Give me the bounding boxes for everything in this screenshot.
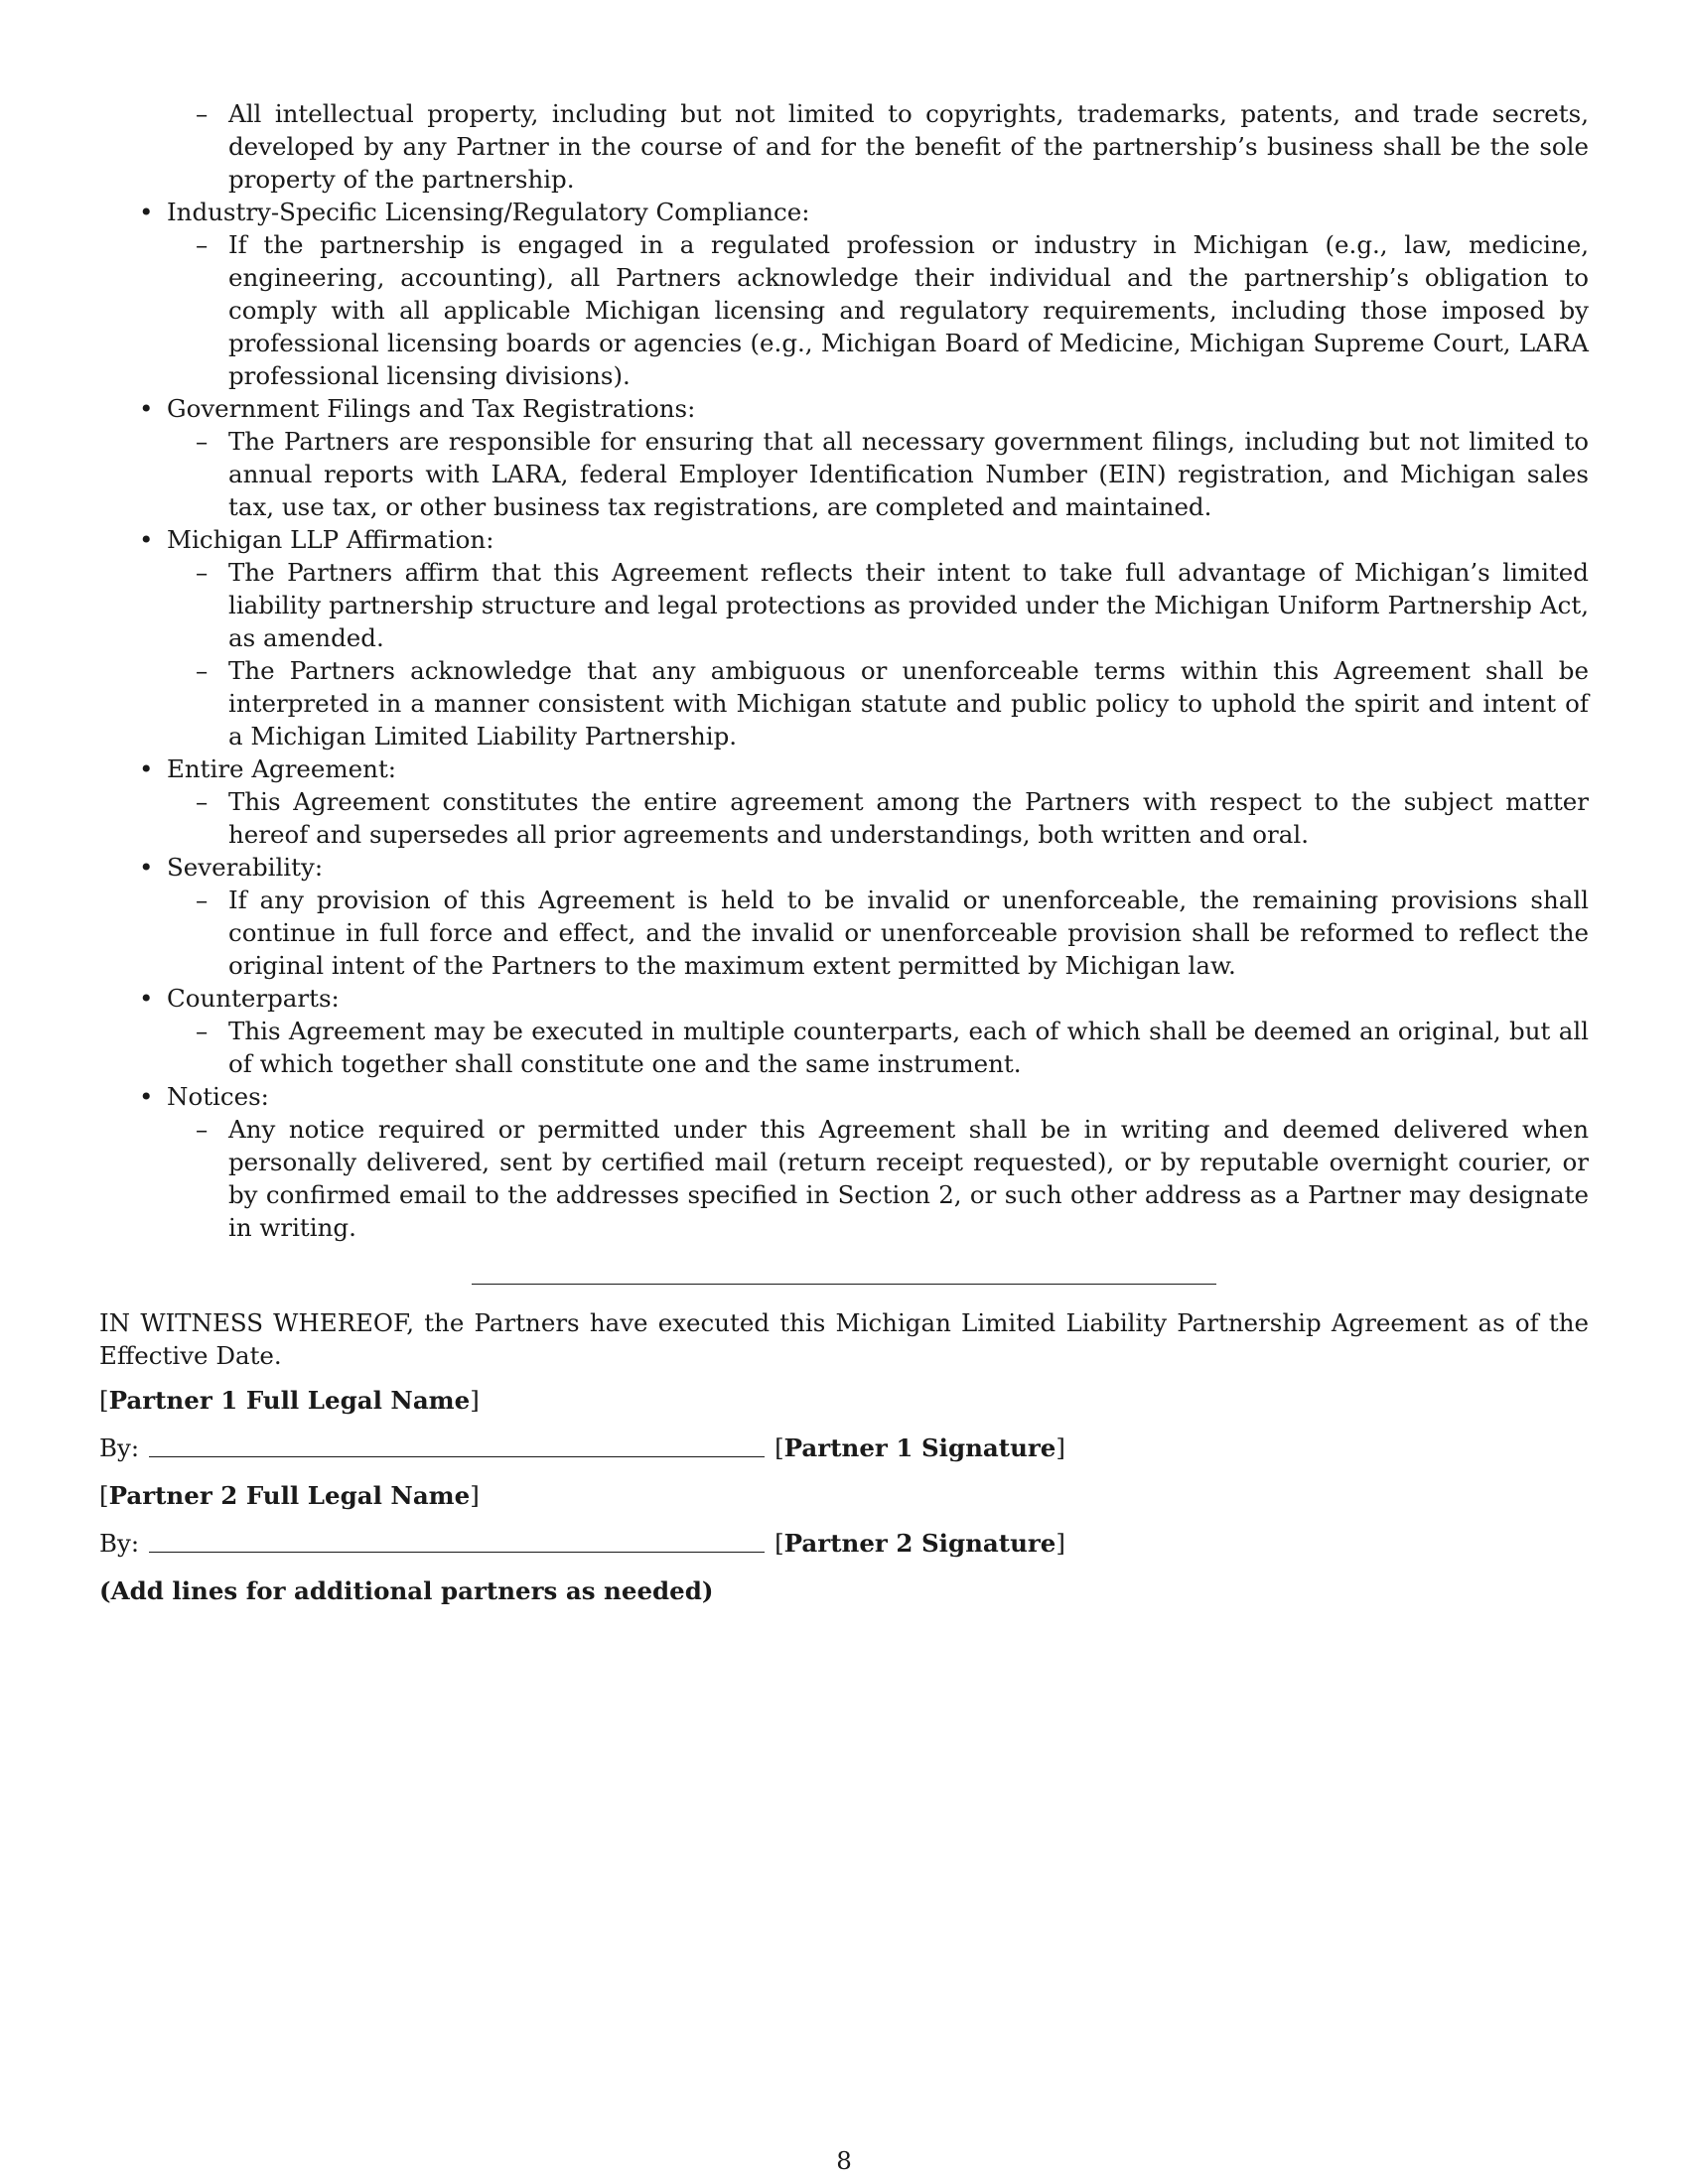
list-sub-item [99, 97, 1589, 196]
dash-marker: – [196, 558, 209, 587]
list-item [99, 752, 1589, 785]
bullet-marker: • [139, 394, 154, 423]
section-title: Severability: [167, 853, 324, 882]
dash-marker: – [196, 1017, 209, 1045]
bullet-marker: • [139, 198, 154, 226]
sub-item-text: All intellectual property, including but not limited to copyrights, trademarks, patents, and trade secrets, developed by any Partner in the course of and for the benefit of the partnership’s business shall be the sole property of the partnership. [228, 99, 1589, 194]
signature-label: Partner 1 Signature [783, 1433, 1056, 1462]
signature-label: Partner 2 Signature [783, 1529, 1056, 1558]
bullet-marker: • [139, 853, 154, 882]
witness-clause: IN WITNESS WHEREOF, the Partners have executed this Michigan Limited Liability Partnership Agreement as of the Effective Date. [99, 1308, 1589, 1370]
sub-item-text: If the partnership is engaged in a regulated profession or industry in Michigan (e.g., law, medicine, engineering, accounting), all Partners acknowledge their individual and the partnership’s obligation to comply with all applicable Michigan licensing and regulatory requirements, including those imposed by professional licensing boards or agencies (e.g., Michigan Board of Medicine, Michigan Supreme Court, LARA professional licensing divisions). [228, 230, 1589, 390]
sub-item-text: This Agreement may be executed in multiple counterparts, each of which shall be deemed an original, but all of which together shall constitute one and the same instrument. [228, 1017, 1589, 1078]
list-sub-item [99, 425, 1589, 523]
section-title: Entire Agreement: [167, 754, 397, 783]
list-item [99, 196, 1589, 228]
list-item [99, 1080, 1589, 1113]
list-sub-item [99, 785, 1589, 851]
sub-item-text: If any provision of this Agreement is held to be invalid or unenforceable, the remaining provisions shall continue in full force and effect, and the invalid or unenforceable provision shall be reformed to reflect the original intent of the Partners to the maximum extent permitted by Michigan law. [228, 886, 1589, 980]
by-label: By: [99, 1433, 140, 1462]
dash-marker: – [196, 230, 209, 259]
sub-item-text: The Partners acknowledge that any ambiguous or unenforceable terms within this Agreement shall be interpreted in a manner consistent with Michigan statute and public policy to uphold the spirit and intent of a Michigan Limited Liability Partnership. [228, 656, 1589, 751]
partner-name-label: Partner 1 Full Legal Name [108, 1386, 471, 1415]
bullet-marker: • [139, 525, 154, 554]
document-page [99, 97, 1589, 1607]
sub-item-text: Any notice required or permitted under this Agreement shall be in writing and deemed delivered when personally delivered, sent by certified mail (return receipt requested), or by reputable overnight courier, or by confirmed email to the addresses specified in Section 2, or such other address as a Partner may designate in writing. [228, 1115, 1589, 1242]
dash-marker: – [196, 427, 209, 456]
partner-name-label: Partner 2 Full Legal Name [108, 1481, 471, 1510]
intro-items [99, 97, 1589, 196]
by-label: By: [99, 1529, 140, 1558]
partner-name-field: [Partner 2 Full Legal Name] [99, 1481, 480, 1510]
section-title: Industry-Specific Licensing/Regulatory Compliance: [167, 198, 810, 226]
section-title: Michigan LLP Affirmation: [167, 525, 494, 554]
bullet-marker: • [139, 984, 154, 1013]
page-number: 8 [836, 2146, 852, 2175]
signature-placeholder: [Partner 1 Signature] [774, 1433, 1065, 1462]
list-item [99, 982, 1589, 1015]
signature-blank [149, 1436, 765, 1457]
signature-line [99, 1527, 1589, 1560]
list-item [99, 523, 1589, 556]
additional-partners-note: (Add lines for additional partners as needed) [99, 1576, 714, 1605]
dash-marker: – [196, 886, 209, 914]
list-item [99, 392, 1589, 425]
dash-marker: – [196, 787, 209, 816]
sub-item-text: The Partners are responsible for ensuring that all necessary government filings, including but not limited to annual reports with LARA, federal Employer Identification Number (EIN) registration, and Michigan sales tax, use tax, or other business tax registrations, are completed and maintained. [228, 427, 1589, 521]
list-sub-item [99, 1113, 1589, 1244]
signature-blank [149, 1532, 765, 1553]
signature-line [99, 1432, 1589, 1464]
section-title: Government Filings and Tax Registrations: [167, 394, 696, 423]
list-sub-item [99, 556, 1589, 654]
provision-list [99, 196, 1589, 1244]
section-title: Notices: [167, 1082, 269, 1111]
section-divider [472, 1284, 1216, 1285]
signature-placeholder: [Partner 2 Signature] [774, 1529, 1065, 1558]
partner-name-field: [Partner 1 Full Legal Name] [99, 1386, 480, 1415]
signature-block [99, 1384, 1589, 1560]
dash-marker: – [196, 1115, 209, 1144]
sub-item-text: This Agreement constitutes the entire agreement among the Partners with respect to the subject matter hereof and supersedes all prior agreements and understandings, both written and oral. [228, 787, 1589, 849]
list-sub-item [99, 884, 1589, 982]
dash-marker: – [196, 99, 209, 128]
list-sub-item [99, 654, 1589, 752]
list-sub-item [99, 1015, 1589, 1080]
dash-marker: – [196, 656, 209, 685]
bullet-marker: • [139, 754, 154, 783]
list-item [99, 851, 1589, 884]
section-title: Counterparts: [167, 984, 340, 1013]
list-sub-item [99, 228, 1589, 392]
bullet-marker: • [139, 1082, 154, 1111]
sub-item-text: The Partners affirm that this Agreement reflects their intent to take full advantage of Michigan’s limited liability partnership structure and legal protections as provided under the Michigan Uniform Partnership Act, as amended. [228, 558, 1589, 652]
